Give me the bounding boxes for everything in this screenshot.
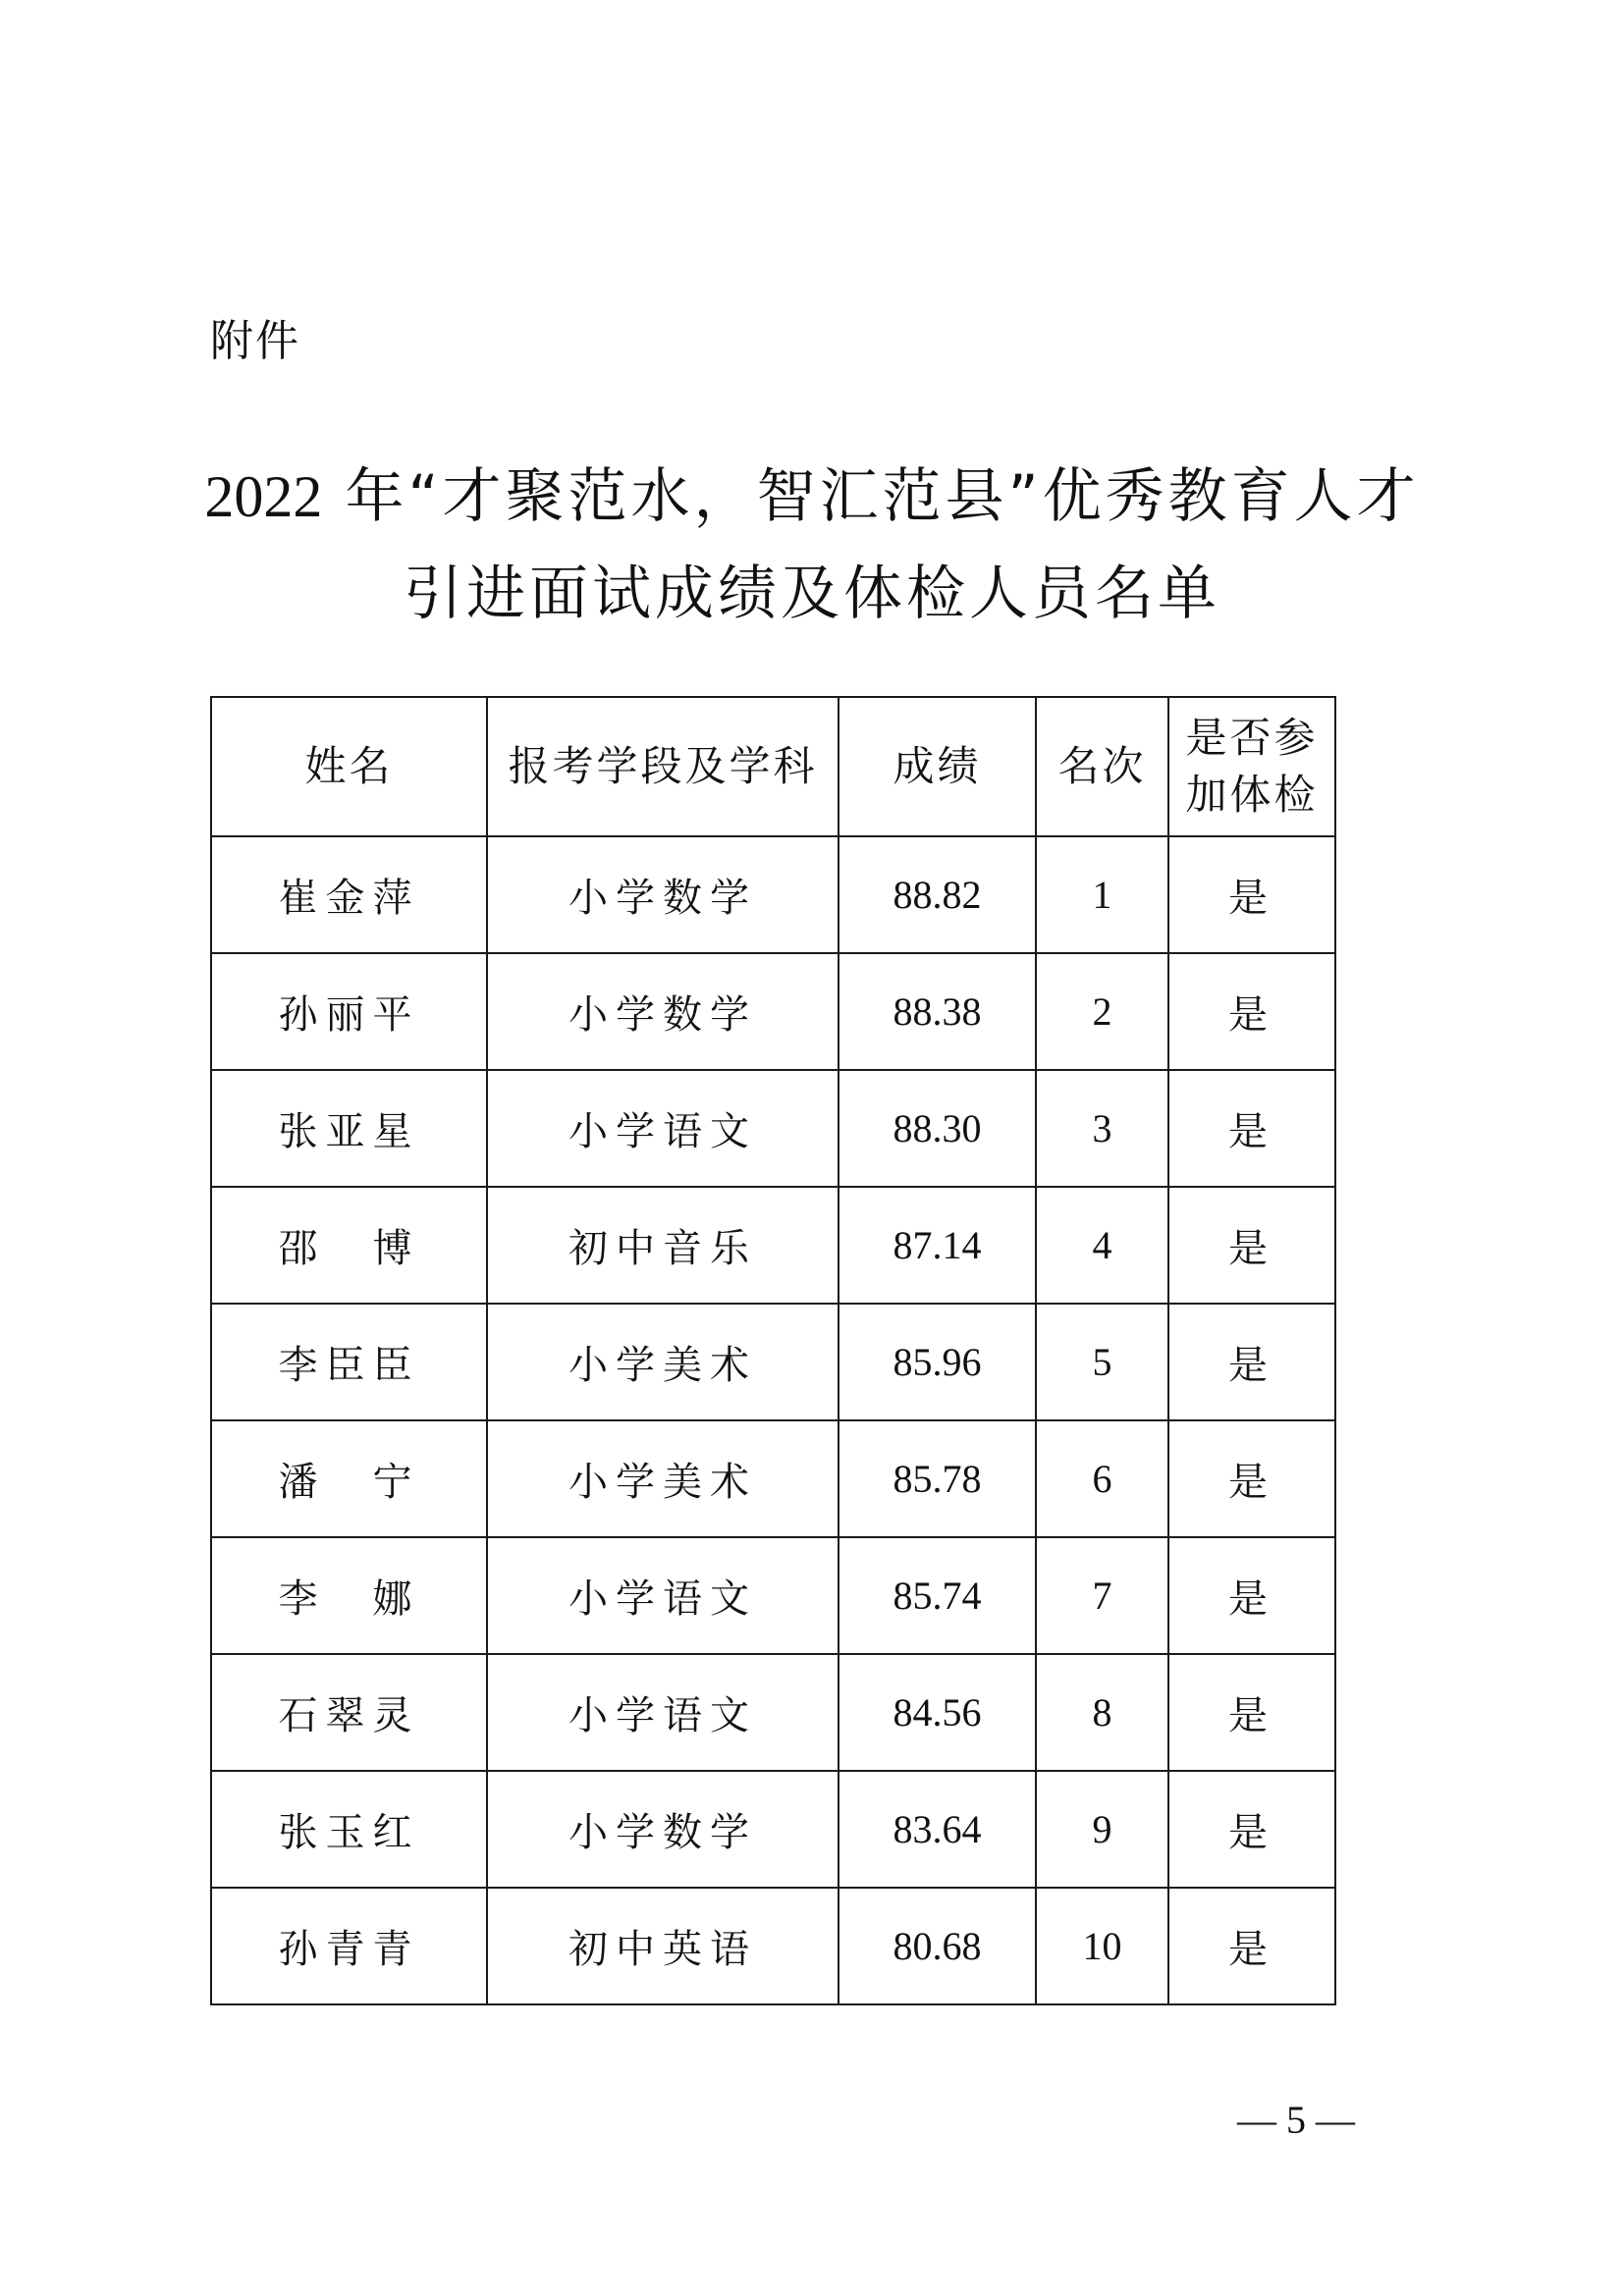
cell-rank: 5 [1036, 1304, 1168, 1420]
cell-subject: 小学数学 [487, 836, 839, 953]
cell-score: 88.38 [839, 953, 1036, 1070]
cell-subject: 小学数学 [487, 953, 839, 1070]
header-name: 姓名 [211, 697, 487, 836]
cell-rank: 3 [1036, 1070, 1168, 1187]
cell-physical-exam: 是 [1168, 1888, 1335, 2004]
cell-name: 孙丽平 [211, 953, 487, 1070]
cell-subject: 小学美术 [487, 1420, 839, 1537]
table-row [211, 1187, 1335, 1304]
cell-score: 83.64 [839, 1771, 1036, 1888]
cell-physical-exam: 是 [1168, 1187, 1335, 1304]
cell-subject: 小学语文 [487, 1654, 839, 1771]
cell-score: 85.74 [839, 1537, 1036, 1654]
cell-score: 87.14 [839, 1187, 1036, 1304]
cell-rank: 2 [1036, 953, 1168, 1070]
cell-subject: 小学数学 [487, 1771, 839, 1888]
table-row [211, 953, 1335, 1070]
cell-rank: 8 [1036, 1654, 1168, 1771]
title-line-1-text: 年“才聚范水，智汇范县”优秀教育人才 [322, 462, 1420, 531]
cell-name: 李 娜 [211, 1537, 487, 1654]
table-row [211, 1771, 1335, 1888]
cell-physical-exam: 是 [1168, 1654, 1335, 1771]
cell-score: 88.82 [839, 836, 1036, 953]
cell-subject: 初中音乐 [487, 1187, 839, 1304]
table-row [211, 1888, 1335, 2004]
cell-rank: 4 [1036, 1187, 1168, 1304]
cell-physical-exam: 是 [1168, 1771, 1335, 1888]
cell-physical-exam: 是 [1168, 1070, 1335, 1187]
page-number: — 5 — [1237, 2098, 1355, 2142]
cell-score: 80.68 [839, 1888, 1036, 2004]
cell-name: 李臣臣 [211, 1304, 487, 1420]
header-physical-exam-line-1: 是否参 [1185, 714, 1319, 762]
results-table [210, 696, 1336, 2005]
cell-rank: 6 [1036, 1420, 1168, 1537]
cell-score: 88.30 [839, 1070, 1036, 1187]
cell-name: 石翠灵 [211, 1654, 487, 1771]
cell-name: 张玉红 [211, 1771, 487, 1888]
cell-subject: 小学语文 [487, 1070, 839, 1187]
cell-subject: 初中英语 [487, 1888, 839, 2004]
cell-rank: 7 [1036, 1537, 1168, 1654]
cell-rank: 9 [1036, 1771, 1168, 1888]
cell-score: 85.78 [839, 1420, 1036, 1537]
cell-name: 潘 宁 [211, 1420, 487, 1537]
document-title-line-1 [147, 457, 1477, 536]
table-header-row [211, 697, 1335, 836]
document-title-line-2: 引进面试成绩及体检人员名单 [404, 560, 1220, 628]
cell-score: 85.96 [839, 1304, 1036, 1420]
title-year: 2022 [204, 464, 323, 529]
header-physical-exam [1168, 697, 1335, 836]
header-subject: 报考学段及学科 [487, 697, 839, 836]
cell-subject: 小学美术 [487, 1304, 839, 1420]
cell-score: 84.56 [839, 1654, 1036, 1771]
table-row [211, 836, 1335, 953]
table-row [211, 1304, 1335, 1420]
table-row [211, 1070, 1335, 1187]
cell-rank: 10 [1036, 1888, 1168, 2004]
cell-name: 邵 博 [211, 1187, 487, 1304]
table-row [211, 1537, 1335, 1654]
cell-physical-exam: 是 [1168, 1420, 1335, 1537]
cell-subject: 小学语文 [487, 1537, 839, 1654]
cell-rank: 1 [1036, 836, 1168, 953]
header-score: 成绩 [839, 697, 1036, 836]
cell-name: 崔金萍 [211, 836, 487, 953]
header-physical-exam-line-2: 加体检 [1185, 771, 1319, 819]
cell-name: 张亚星 [211, 1070, 487, 1187]
table-row [211, 1420, 1335, 1537]
cell-physical-exam: 是 [1168, 1304, 1335, 1420]
cell-name: 孙青青 [211, 1888, 487, 2004]
table-row [211, 1654, 1335, 1771]
attachment-label: 附件 [210, 316, 300, 366]
cell-physical-exam: 是 [1168, 1537, 1335, 1654]
cell-physical-exam: 是 [1168, 836, 1335, 953]
header-rank: 名次 [1036, 697, 1168, 836]
cell-physical-exam: 是 [1168, 953, 1335, 1070]
